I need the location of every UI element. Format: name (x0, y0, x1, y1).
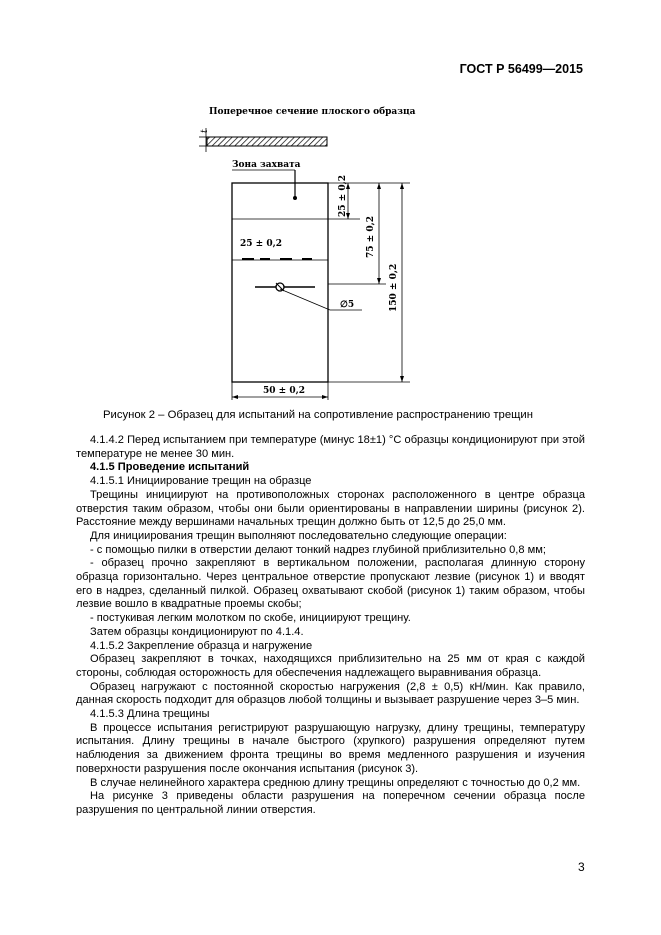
paragraph: Затем образцы кондиционируют по 4.1.4. (90, 625, 304, 638)
hole-diameter-dim: ∅5 (340, 300, 355, 310)
paragraph: В случае нелинейного характера среднюю длину трещины определяют с точностью до 0,2 мм. (90, 776, 581, 789)
page-number: 3 (578, 860, 585, 874)
cross-section-bar (207, 137, 327, 146)
half-length-dim: 75 ± 0,2 (366, 216, 376, 258)
section-heading: 4.1.5 Проведение испытаний (90, 461, 250, 474)
specimen-drawing (150, 100, 480, 405)
paragraph: Образец закрепляют в точках, находящихся приблизительно на 25 мм от края с каждой стороны, соблюдая осторожность для обеспечения надлежащего выравнивания образца. (76, 653, 585, 679)
cross-section-title: Поперечное сечение плоского образца (209, 107, 416, 117)
subsection-heading: 4.1.5.2 Закрепление образца и нагружение (90, 639, 313, 652)
notch-width-dim: 25 ± 0,2 (240, 239, 282, 249)
width-dim: 50 ± 0,2 (263, 386, 305, 396)
paragraph: В процессе испытания регистрируют разрушающую нагрузку, длину трещины, температуру испытания. Длину трещины в начале быстрого (хрупкого) разрушения определяют путем наблюдения за движением фронта трещины во время медленного разрушения и изучения поверхности разрушения после окончания испытания (рисунок 3). (76, 721, 585, 775)
list-item: - постукивая легким молотком по скобе, инициируют трещину. (90, 612, 411, 625)
paragraph: На рисунке 3 приведены области разрушения на поперечном сечении образца после разрушения по центральной линии отверстия. (76, 790, 585, 816)
grip-zone-label: Зона захвата (232, 160, 301, 170)
paragraph: Трещины инициируют на противоположных сторонах расположенного в центре образца отверстия таким образом, чтобы они были ориентированы в направлении ширины (рисунок 2). Расстояние между вершинами начальных трещин должно быть от 12,5 до 25,0 мм. (76, 488, 585, 529)
total-length-dim: 150 ± 0,2 (389, 263, 399, 312)
paragraph: Для инициирования трещин выполняют последовательно следующие операции: (90, 529, 507, 542)
document-standard-number: ГОСТ Р 56499—2015 (459, 62, 583, 76)
thickness-label: t (200, 129, 210, 133)
paragraph: 4.1.4.2 Перед испытанием при температуре (минус 18±1) °С образцы кондиционируют при этой температуре не менее 30 мин. (76, 434, 585, 460)
figure-caption: Рисунок 2 – Образец для испытаний на сопротивление распространению трещин (103, 409, 533, 421)
grip-length-dim: 25 ± 0,2 (338, 175, 348, 217)
body-text (76, 434, 585, 818)
list-item: - с помощью пилки в отверстии делают тонкий надрез глубиной приблизительно 0,8 мм; (90, 543, 546, 556)
specimen-drawing-svg (150, 100, 480, 405)
subsection-heading: 4.1.5.3 Длина трещины (90, 708, 210, 721)
paragraph: Образец нагружают с постоянной скоростью нагружения (2,8 ± 0,5) кН/мин. Как правило, данная скорость подходит для образцов любой толщины и вызывает разрушение через 3–5 мин. (76, 680, 585, 707)
subsection-heading: 4.1.5.1 Инициирование трещин на образце (90, 475, 312, 488)
list-item: - образец прочно закрепляют в вертикальном положении, располагая длинную сторону образца горизонтально. Через центральное отверстие пропускают лезвие (рисунок 1) и вводят его в надрез, сделанный пилкой. Образец охватывают скобой (рисунок 1) таким образом, чтобы лезвие вошло в квадратные проемы скобы; (76, 557, 585, 611)
